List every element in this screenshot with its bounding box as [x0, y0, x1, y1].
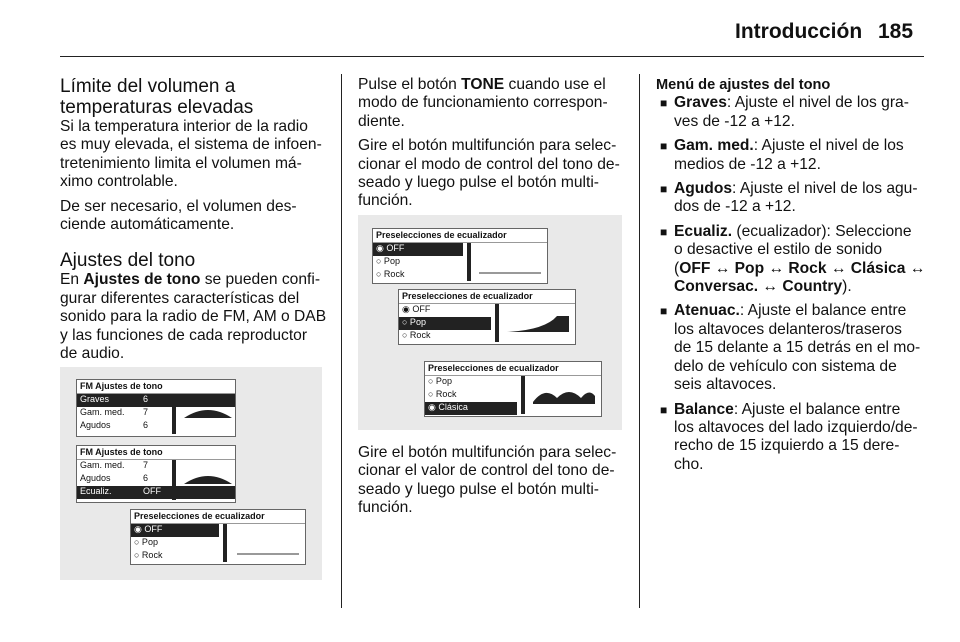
fm-tone-panel: FM Ajustes de tono Gam. med. 7 Agudos 6 Ecualiz. OFF: [76, 445, 236, 503]
eq-curve-icon: [182, 464, 234, 486]
eq-curve-icon: [235, 526, 301, 556]
panel-row: Agudos 6: [80, 420, 149, 430]
eq-curve-icon: [505, 306, 571, 336]
panel-row: Agudos 6: [80, 473, 149, 483]
panel-row: ○ Pop: [399, 317, 491, 330]
page-header: [0, 0, 960, 62]
eq-presets-figure: [358, 215, 622, 430]
column-1: [60, 76, 328, 369]
panel-row: ○ Pop: [428, 376, 452, 386]
scrollbar: [521, 376, 525, 414]
column-3: [656, 76, 926, 480]
eq-curve-icon: [477, 245, 543, 275]
panel-row: ◉ Clásica: [425, 402, 517, 415]
panel-row: ○ Rock: [134, 550, 163, 560]
panel-row: ○ Pop: [376, 256, 400, 266]
paragraph: De ser necesario, el volumen des- ciende automáticamente.: [60, 197, 297, 234]
panel-row: Ecualiz. OFF: [77, 486, 235, 499]
scrollbar: [172, 460, 176, 500]
heading-volume-limit: Límite del volumen a temperaturas elevadas: [60, 76, 254, 118]
scrollbar: [223, 524, 227, 562]
eq-presets-panel: Preselecciones de ecualizador ◉ OFF ○ Pop ○ Rock: [372, 228, 548, 284]
paragraph: En Ajustes de tono se pueden confi- gurar diferentes características del sonido para la radio de FM, AM o DAB y las funciones de cada reproductor de audio.: [60, 271, 327, 363]
panel-row: ◉ OFF: [373, 243, 463, 256]
list-item: ■ Gam. med.: Ajuste el nivel de los medios de -12 a +12.: [660, 137, 904, 173]
panel-row: ○ Rock: [428, 389, 457, 399]
panel-row: ○ Rock: [402, 330, 431, 340]
fm-tone-panel: FM Ajustes de tono Graves 6 Gam. med. 7 Agudos 6: [76, 379, 236, 437]
panel-row: Graves 6: [77, 394, 235, 407]
paragraph: Gire el botón multifunción para selec- cionar el valor de control del tono de- seado y luego pulse el botón multi- función.: [358, 444, 617, 517]
eq-presets-panel: Preselecciones de ecualizador ◉ OFF ○ Pop ○ Rock: [130, 509, 306, 565]
panel-row: ◉ OFF: [131, 524, 219, 537]
paragraph: Si la temperatura interior de la radio es muy elevada, el sistema de infoen- tretenimiento limita el volumen má- ximo controlable.: [60, 118, 322, 191]
eq-curve-icon: [531, 378, 597, 408]
eq-presets-panel: Preselecciones de ecualizador ○ Pop ○ Rock ◉ Clásica: [424, 361, 602, 417]
menu-heading: Menú de ajustes del tono: [656, 77, 831, 93]
heading-tone-settings: Ajustes del tono: [60, 250, 196, 272]
paragraph: Gire el botón multifunción para selec- cionar el modo de control del tono de- seado y luego pulse el botón multi- función.: [358, 137, 620, 210]
column-divider: [341, 74, 342, 608]
panel-row: ◉ OFF: [402, 304, 431, 314]
list-item: ■ Ecualiz. (ecualizador): Seleccione o desactive el estilo de sonido (OFF ↔ Pop ↔ Rock ↔ Clásica ↔ Conversac. ↔ Country).: [660, 222, 926, 296]
page-section-title: Introducción: [735, 20, 863, 43]
panel-row: ○ Rock: [376, 269, 405, 279]
scrollbar: [495, 304, 499, 342]
tone-settings-screens-figure: [60, 367, 322, 580]
page-number: 185: [878, 20, 914, 43]
column-2: [358, 76, 628, 217]
list-item: ■ Balance: Ajuste el balance entre los altavoces del lado izquierdo/de- recho de 15 izquierdo a 15 dere- cho.: [660, 400, 918, 473]
panel-row: Gam. med. 7: [80, 460, 149, 470]
list-item: ■ Atenuac.: Ajuste el balance entre los altavoces delanteros/traseros de 15 delante a 15 detrás en el mo- delo de vehículo con sistema de seis altavoces.: [660, 302, 921, 394]
paragraph: Pulse el botón TONE cuando use el modo de funcionamiento correspon- diente.: [358, 76, 608, 130]
scrollbar: [467, 243, 471, 281]
header-rule: [60, 56, 924, 57]
eq-presets-panel: Preselecciones de ecualizador ◉ OFF ○ Pop ○ Rock: [398, 289, 576, 345]
list-item: ■ Agudos: Ajuste el nivel de los agu- dos de -12 a +12.: [660, 180, 918, 216]
column-divider: [639, 74, 640, 608]
panel-row: Gam. med. 7: [80, 407, 149, 417]
panel-row: ○ Pop: [134, 537, 158, 547]
eq-curve-icon: [182, 398, 234, 420]
scrollbar: [172, 394, 176, 434]
column-2-lower: [358, 444, 628, 524]
list-item: ■ Graves: Ajuste el nivel de los gra- ves de -12 a +12.: [660, 94, 909, 130]
